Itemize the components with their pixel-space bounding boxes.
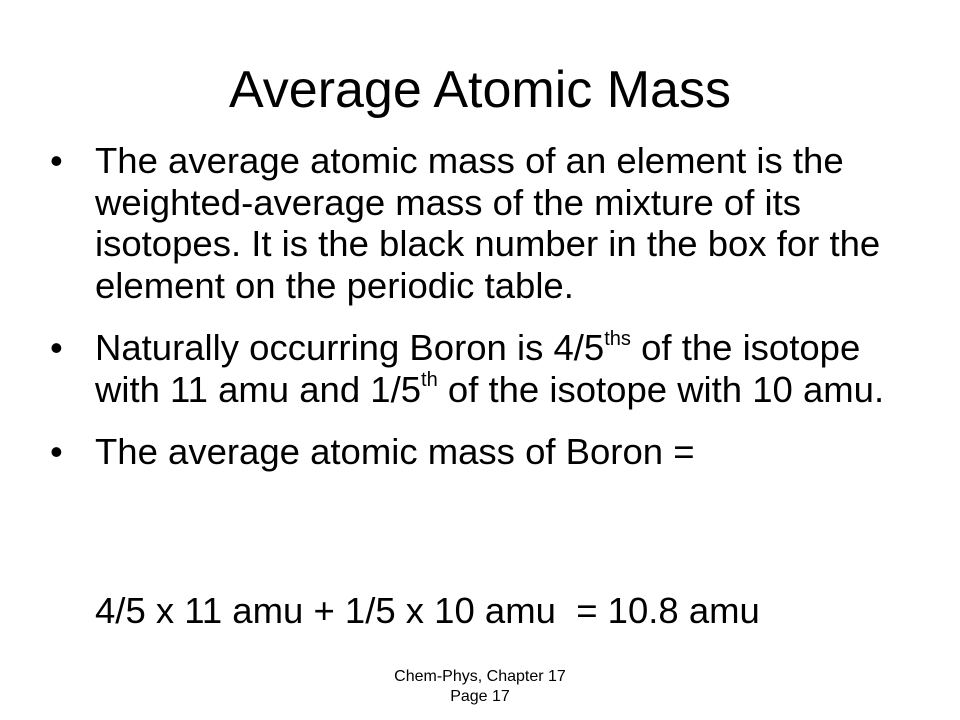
bullet-list bbox=[50, 140, 930, 494]
bullet-text-boron-part3: of the isotope with 10 amu. bbox=[437, 368, 885, 410]
slide-footer bbox=[330, 667, 630, 707]
bullet-item-definition bbox=[50, 140, 930, 306]
boron-equation: 4/5 x 11 amu + 1/5 x 10 amu = 10.8 amu bbox=[95, 590, 760, 631]
bullet-item-average-boron bbox=[50, 431, 930, 473]
bullet-dot-icon: • bbox=[50, 431, 63, 472]
bullet-dot-icon: • bbox=[50, 327, 63, 368]
bullet-text-boron-part1: Naturally occurring Boron is 4/5 bbox=[95, 327, 605, 368]
superscript-ths: ths bbox=[604, 327, 631, 350]
bullet-text-average-boron: The average atomic mass of Boron = bbox=[95, 431, 695, 472]
bullet-dot-icon: • bbox=[50, 140, 63, 181]
bullet-text-boron-part2: of the isotope with 11 amu and 1/5 bbox=[95, 327, 861, 410]
bullet-text-definition: The average atomic mass of an element is the weighted-average mass of the mixture of its isotopes. It is the black number in the box for the element on the periodic table. bbox=[95, 140, 881, 306]
footer-page: Page 17 bbox=[450, 688, 510, 705]
slide-title: Average Atomic Mass bbox=[229, 61, 731, 119]
footer-chapter: Chem-Phys, Chapter 17 bbox=[394, 668, 566, 685]
bullet-item-boron-isotopes bbox=[50, 327, 930, 410]
superscript-th: th bbox=[421, 369, 438, 392]
